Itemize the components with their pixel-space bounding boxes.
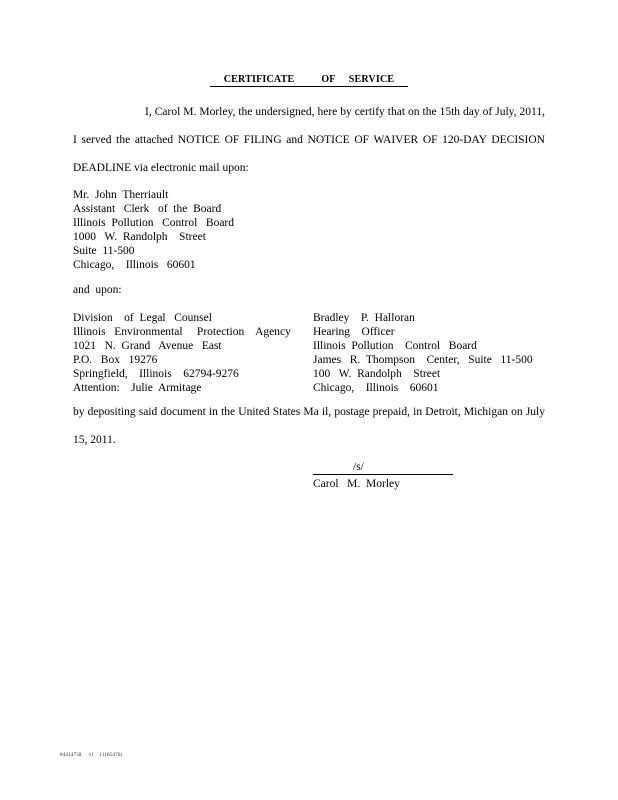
service-method-paragraph: [73, 398, 545, 454]
address-line: Attention: Julie Armitage: [73, 382, 202, 394]
address-line: Bradley P. Halloran: [313, 312, 415, 324]
address-line: Chicago, Illinois 60601: [313, 382, 439, 394]
recipient-epa-address: [73, 311, 291, 395]
document-title: [0, 74, 618, 87]
address-line: Springfield, Illinois 62794-9276: [73, 368, 239, 380]
address-line: Chicago, Illinois 60601: [73, 259, 196, 271]
signature-line: [313, 460, 453, 475]
address-line: Assistant Clerk of the Board: [73, 203, 222, 215]
certification-text: I, Carol M. Morley, the undersigned, here by certify that on the 15th day of July, 2011, I served the attached NOTICE OF FILING and NOTICE OF WAIVER OF 120-DAY DECISION DEADLINE via electronic mail upon:: [73, 106, 545, 174]
address-line: Hearing Officer: [313, 326, 395, 338]
address-line: Illinois Pollution Control Board: [313, 340, 477, 352]
certification-paragraph: [73, 98, 545, 182]
document-title-text: CERTIFICATE OF SERVICE: [210, 74, 409, 87]
signer-name: Carol M. Morley: [313, 478, 400, 490]
signature-mark: /s/: [353, 461, 364, 473]
address-line: Mr. John Therriault: [73, 189, 169, 201]
address-line: 100 W. Randolph Street: [313, 368, 441, 380]
signature-block: [313, 460, 453, 491]
address-line: James R. Thompson Center, Suite 11-500: [313, 354, 533, 366]
address-line: Division of Legal Counsel: [73, 312, 212, 324]
address-line: 1000 W. Randolph Street: [73, 231, 206, 243]
address-line: 1021 N. Grand Avenue East: [73, 340, 222, 352]
document-footer-code: #4414758 v1 (1185470): [60, 753, 123, 758]
address-line: Suite 11-500: [73, 245, 135, 257]
address-line: Illinois Pollution Control Board: [73, 217, 235, 229]
address-line: Illinois Environmental Protection Agency: [73, 326, 291, 338]
service-method-text: by depositing said document in the United States Ma il, postage prepaid, in Detroit, Michigan on July 15, 2011.: [73, 406, 545, 446]
address-line: P.O. Box 19276: [73, 354, 158, 366]
and-upon-text: and upon:: [73, 284, 122, 296]
recipient-hearing-officer-address: [313, 311, 533, 395]
recipient-clerk-address: [73, 188, 234, 272]
